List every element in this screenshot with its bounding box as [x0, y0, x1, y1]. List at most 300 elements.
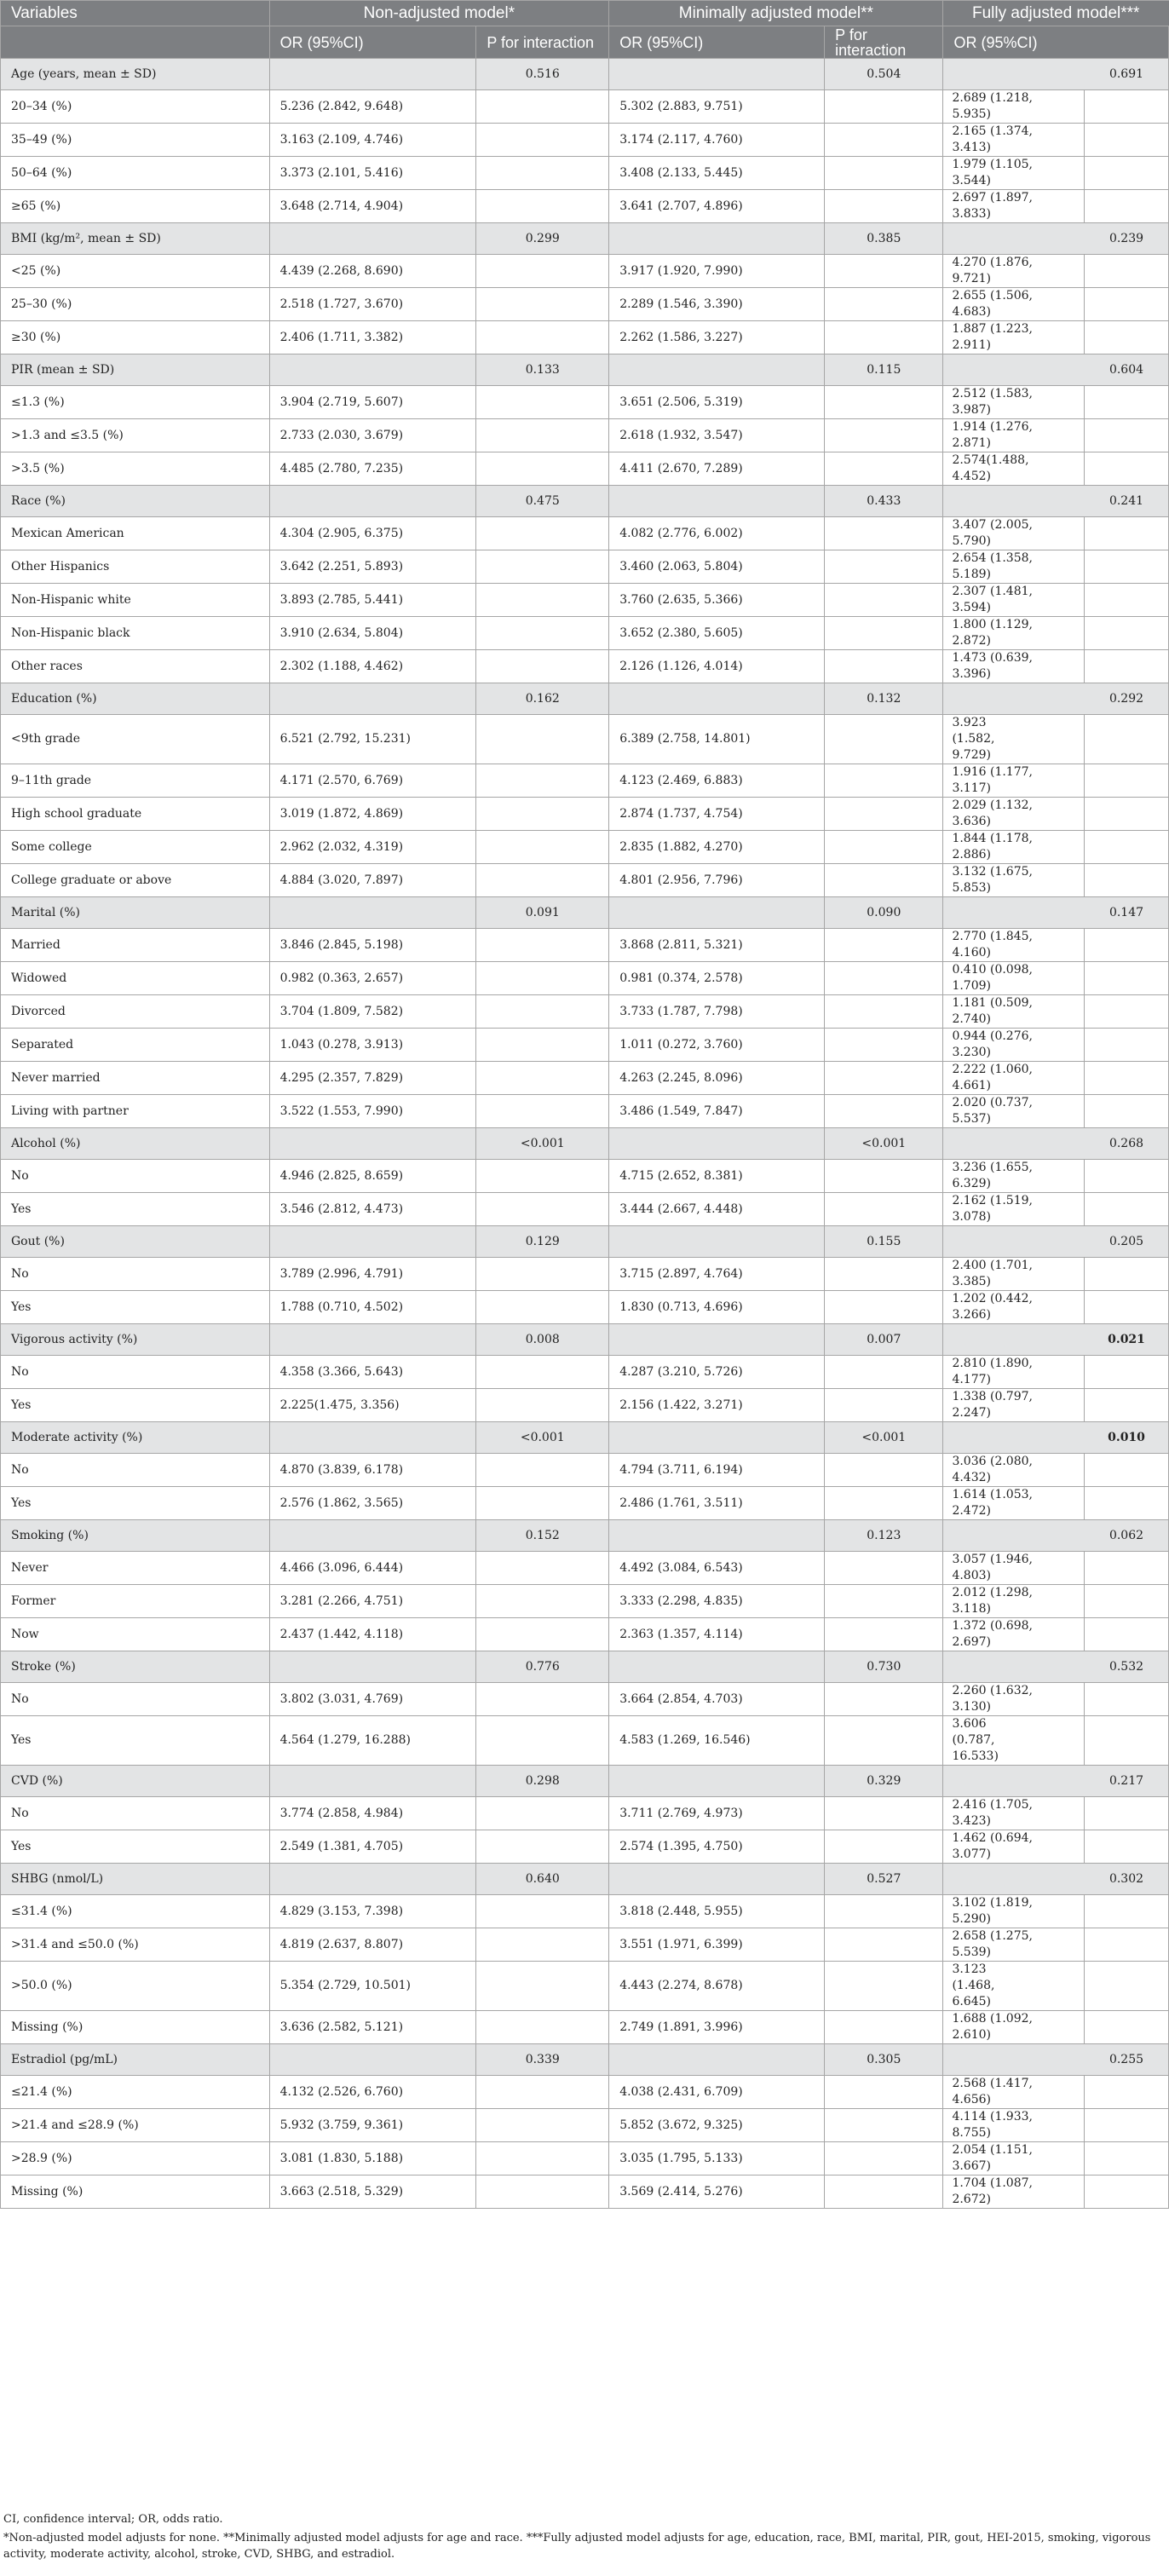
- or-value-1: 2.518 (1.727, 3.670): [269, 288, 476, 321]
- or-value-1: 4.485 (2.780, 7.235): [269, 452, 476, 486]
- p-blank-2: [825, 929, 943, 962]
- group-row: [1, 1864, 1169, 1895]
- table-row: [1, 2175, 1169, 2209]
- p-blank-2: [825, 764, 943, 798]
- p-blank-1: [476, 2011, 609, 2044]
- or-value-3-cell: [943, 1928, 1169, 1962]
- or-cell-3: [943, 223, 1169, 255]
- p-interaction-3: 0.239: [1109, 231, 1144, 245]
- or-value-1: 4.304 (2.905, 6.375): [269, 517, 476, 550]
- p-interaction-3: 0.217: [1109, 1773, 1144, 1788]
- p-interaction-2: 0.730: [825, 1651, 943, 1683]
- p-blank-1: [476, 1962, 609, 2011]
- or-value-1: 5.932 (3.759, 9.361): [269, 2109, 476, 2142]
- p-interaction-3: 0.255: [1109, 2052, 1144, 2066]
- or-value-2: 2.486 (1.761, 3.511): [609, 1487, 825, 1520]
- or-value-3-cell: [943, 798, 1169, 831]
- or-value-3-cell: [943, 831, 1169, 864]
- p-blank-2: [825, 617, 943, 650]
- table-row: [1, 1830, 1169, 1864]
- p-blank-3: [1084, 995, 1168, 1028]
- or-value-3: 2.655 (1.506, 4.683): [952, 289, 1033, 319]
- p-blank-3: [1084, 1356, 1168, 1388]
- or-value-1: 3.522 (1.553, 7.990): [269, 1095, 476, 1128]
- p-blank-2: [825, 1389, 943, 1422]
- row-label: 50–64 (%): [1, 157, 270, 190]
- p-interaction-3: 0.302: [1109, 1871, 1144, 1886]
- or-value-3: 1.614 (1.053, 2.472): [952, 1488, 1033, 1518]
- or-cell-3: [943, 1864, 1169, 1895]
- table-row: [1, 1291, 1169, 1324]
- or-value-1: 3.019 (1.872, 4.869): [269, 798, 476, 831]
- p-interaction-3: 0.062: [1109, 1528, 1144, 1542]
- or-value-3-cell: [943, 1797, 1169, 1830]
- or-value-1: 4.829 (3.153, 7.398): [269, 1895, 476, 1928]
- or-value-3: 2.222 (1.060, 4.661): [952, 1063, 1033, 1092]
- p-blank-1: [476, 962, 609, 995]
- p-blank-2: [825, 288, 943, 321]
- or-value-3: 2.012 (1.298, 3.118): [952, 1586, 1033, 1616]
- or-value-2: 3.460 (2.063, 5.804): [609, 550, 825, 584]
- p-blank-3: [1084, 764, 1168, 797]
- row-label: Never: [1, 1552, 270, 1585]
- header-fully-adjusted-or: [943, 1, 1169, 26]
- or-cell-3: [943, 1128, 1169, 1160]
- p-interaction-3: 0.147: [1109, 905, 1144, 919]
- or-value-3: 2.307 (1.481, 3.594): [952, 585, 1033, 614]
- or-cell-1: [269, 354, 476, 386]
- or-cell-2: [609, 486, 825, 517]
- p-interaction-3: 0.021: [1108, 1332, 1145, 1346]
- or-value-1: 5.236 (2.842, 9.648): [269, 90, 476, 124]
- p-blank-3: [1084, 715, 1168, 764]
- or-value-1: 2.225(1.475, 3.356): [269, 1389, 476, 1422]
- p-blank-3: [1084, 2175, 1168, 2208]
- p-blank-1: [476, 798, 609, 831]
- or-value-1: 3.663 (2.518, 5.329): [269, 2175, 476, 2209]
- row-label: 25–30 (%): [1, 288, 270, 321]
- group-row: [1, 1651, 1169, 1683]
- or-value-3: 3.102 (1.819, 5.290): [952, 1896, 1033, 1926]
- or-value-1: 3.789 (2.996, 4.791): [269, 1258, 476, 1291]
- group-label: Education (%): [1, 683, 270, 715]
- or-value-3-cell: [943, 1193, 1169, 1226]
- p-blank-3: [1084, 1291, 1168, 1323]
- table-row: [1, 962, 1169, 995]
- p-blank-3: [1084, 1160, 1168, 1192]
- p-blank-1: [476, 1454, 609, 1487]
- or-value-2: 3.035 (1.795, 5.133): [609, 2142, 825, 2175]
- p-blank-2: [825, 1552, 943, 1585]
- p-blank-1: [476, 1683, 609, 1716]
- p-interaction-2: <0.001: [825, 1422, 943, 1454]
- or-cell-2: [609, 1128, 825, 1160]
- p-blank-2: [825, 90, 943, 124]
- p-blank-2: [825, 1193, 943, 1226]
- row-label: ≤1.3 (%): [1, 386, 270, 419]
- p-blank-1: [476, 288, 609, 321]
- or-value-1: 3.642 (2.251, 5.893): [269, 550, 476, 584]
- or-cell-2: [609, 1324, 825, 1356]
- or-value-1: 2.576 (1.862, 3.565): [269, 1487, 476, 1520]
- or-value-2: 4.411 (2.670, 7.289): [609, 452, 825, 486]
- or-value-2: 1.011 (0.272, 3.760): [609, 1029, 825, 1062]
- or-value-1: 3.904 (2.719, 5.607): [269, 386, 476, 419]
- or-value-3: 1.800 (1.129, 2.872): [952, 618, 1033, 648]
- p-blank-2: [825, 1962, 943, 2011]
- p-blank-3: [1084, 2109, 1168, 2141]
- group-row: [1, 1766, 1169, 1797]
- p-blank-3: [1084, 452, 1168, 485]
- p-blank-2: [825, 1160, 943, 1193]
- or-value-2: 2.574 (1.395, 4.750): [609, 1830, 825, 1864]
- p-blank-3: [1084, 1895, 1168, 1928]
- p-interaction-3: 0.010: [1108, 1430, 1145, 1444]
- or-value-3: 2.260 (1.632, 3.130): [952, 1684, 1033, 1714]
- or-value-1: 3.704 (1.809, 7.582): [269, 995, 476, 1029]
- or-value-3: 3.036 (2.080, 4.432): [952, 1455, 1033, 1484]
- or-cell-1: [269, 1864, 476, 1895]
- or-value-1: 3.910 (2.634, 5.804): [269, 617, 476, 650]
- p-blank-3: [1084, 157, 1168, 189]
- group-label: Alcohol (%): [1, 1128, 270, 1160]
- or-value-1: 4.564 (1.279, 16.288): [269, 1716, 476, 1766]
- or-value-1: 4.132 (2.526, 6.760): [269, 2076, 476, 2109]
- or-value-3-cell: [943, 1830, 1169, 1864]
- p-blank-3: [1084, 929, 1168, 961]
- row-label: ≥30 (%): [1, 321, 270, 354]
- group-label: Vigorous activity (%): [1, 1324, 270, 1356]
- or-cell-1: [269, 897, 476, 929]
- or-value-2: 4.263 (2.245, 8.096): [609, 1062, 825, 1095]
- p-blank-3: [1084, 190, 1168, 222]
- p-blank-1: [476, 124, 609, 157]
- p-blank-1: [476, 1095, 609, 1128]
- table-row: [1, 617, 1169, 650]
- or-cell-1: [269, 223, 476, 255]
- p-blank-1: [476, 1552, 609, 1585]
- group-label: SHBG (nmol/L): [1, 1864, 270, 1895]
- table-row: [1, 1160, 1169, 1193]
- row-label: >28.9 (%): [1, 2142, 270, 2175]
- p-blank-1: [476, 2175, 609, 2209]
- row-label: Now: [1, 1618, 270, 1651]
- row-label: Living with partner: [1, 1095, 270, 1128]
- or-value-3-cell: [943, 1095, 1169, 1128]
- table-row: [1, 2109, 1169, 2142]
- row-label: Former: [1, 1585, 270, 1618]
- table-row: [1, 517, 1169, 550]
- p-interaction-2: 0.090: [825, 897, 943, 929]
- or-value-3: 1.914 (1.276, 2.871): [952, 420, 1033, 450]
- p-blank-1: [476, 995, 609, 1029]
- or-value-3-cell: [943, 715, 1169, 764]
- row-label: >3.5 (%): [1, 452, 270, 486]
- p-blank-2: [825, 2109, 943, 2142]
- or-value-3-cell: [943, 1389, 1169, 1422]
- group-label: CVD (%): [1, 1766, 270, 1797]
- or-value-2: 3.651 (2.506, 5.319): [609, 386, 825, 419]
- or-value-3-cell: [943, 1258, 1169, 1291]
- p-blank-2: [825, 995, 943, 1029]
- p-interaction-2: 0.115: [825, 354, 943, 386]
- or-value-3: 1.372 (0.698, 2.697): [952, 1619, 1033, 1649]
- footnotes: [3, 2511, 1162, 2565]
- or-value-2: 3.715 (2.897, 4.764): [609, 1258, 825, 1291]
- or-value-1: 4.358 (3.366, 5.643): [269, 1356, 476, 1389]
- p-blank-3: [1084, 124, 1168, 156]
- table-row: [1, 90, 1169, 124]
- or-cell-1: [269, 486, 476, 517]
- or-value-1: 2.549 (1.381, 4.705): [269, 1830, 476, 1864]
- group-label: BMI (kg/m², mean ± SD): [1, 223, 270, 255]
- or-value-1: 5.354 (2.729, 10.501): [269, 1962, 476, 2011]
- p-blank-1: [476, 1193, 609, 1226]
- row-label: High school graduate: [1, 798, 270, 831]
- table-row: [1, 255, 1169, 288]
- or-value-3-cell: [943, 1062, 1169, 1095]
- or-value-3-cell: [943, 1029, 1169, 1062]
- or-value-3: 2.400 (1.701, 3.385): [952, 1259, 1033, 1288]
- table-row: [1, 831, 1169, 864]
- row-label: Separated: [1, 1029, 270, 1062]
- p-blank-1: [476, 190, 609, 223]
- table-row: [1, 157, 1169, 190]
- p-blank-3: [1084, 419, 1168, 452]
- or-value-3-cell: [943, 962, 1169, 995]
- p-blank-1: [476, 1062, 609, 1095]
- p-interaction-1: 0.129: [476, 1226, 609, 1258]
- group-row: [1, 683, 1169, 715]
- group-label: Marital (%): [1, 897, 270, 929]
- p-blank-1: [476, 255, 609, 288]
- or-value-3: 4.114 (1.933, 8.755): [952, 2110, 1033, 2140]
- or-cell-2: [609, 1226, 825, 1258]
- p-interaction-3: 0.241: [1109, 493, 1144, 508]
- or-value-3: 2.029 (1.132, 3.636): [952, 798, 1033, 828]
- p-blank-3: [1084, 798, 1168, 830]
- or-value-3: 1.688 (1.092, 2.610): [952, 2012, 1033, 2042]
- p-blank-2: [825, 550, 943, 584]
- p-blank-2: [825, 452, 943, 486]
- or-value-3-cell: [943, 550, 1169, 584]
- p-blank-3: [1084, 1552, 1168, 1584]
- table-row: [1, 715, 1169, 764]
- or-value-1: 3.893 (2.785, 5.441): [269, 584, 476, 617]
- or-value-3-cell: [943, 2109, 1169, 2142]
- p-blank-3: [1084, 321, 1168, 354]
- p-interaction-2: 0.504: [825, 59, 943, 90]
- or-cell-1: [269, 1324, 476, 1356]
- row-label: ≥65 (%): [1, 190, 270, 223]
- row-label: 35–49 (%): [1, 124, 270, 157]
- or-value-3: 1.338 (0.797, 2.247): [952, 1390, 1033, 1420]
- or-value-3-cell: [943, 419, 1169, 452]
- or-cell-3: [943, 1766, 1169, 1797]
- or-cell-2: [609, 1651, 825, 1683]
- p-blank-3: [1084, 831, 1168, 863]
- p-blank-3: [1084, 1454, 1168, 1486]
- row-label: Yes: [1, 1291, 270, 1324]
- p-blank-1: [476, 419, 609, 452]
- p-interaction-3: 0.691: [1109, 66, 1144, 81]
- group-row: [1, 1226, 1169, 1258]
- table-row: [1, 1487, 1169, 1520]
- or-value-2: 4.801 (2.956, 7.796): [609, 864, 825, 897]
- or-value-3-cell: [943, 2175, 1169, 2209]
- or-value-2: 4.038 (2.431, 6.709): [609, 2076, 825, 2109]
- group-row: [1, 1324, 1169, 1356]
- p-blank-2: [825, 1928, 943, 1962]
- p-blank-1: [476, 2109, 609, 2142]
- or-cell-2: [609, 1766, 825, 1797]
- p-blank-1: [476, 1029, 609, 1062]
- or-value-3: 1.979 (1.105, 3.544): [952, 158, 1033, 187]
- p-interaction-3: 0.268: [1109, 1136, 1144, 1150]
- p-blank-2: [825, 1716, 943, 1766]
- p-blank-2: [825, 1895, 943, 1928]
- or-value-3-cell: [943, 2076, 1169, 2109]
- or-value-1: 2.733 (2.030, 3.679): [269, 419, 476, 452]
- row-label: Missing (%): [1, 2175, 270, 2209]
- or-value-3-cell: [943, 617, 1169, 650]
- or-cell-2: [609, 2044, 825, 2076]
- p-blank-1: [476, 617, 609, 650]
- or-value-3-cell: [943, 1716, 1169, 1766]
- row-label: ≤21.4 (%): [1, 2076, 270, 2109]
- or-value-2: 2.363 (1.357, 4.114): [609, 1618, 825, 1651]
- group-row: [1, 1128, 1169, 1160]
- or-cell-3: [943, 354, 1169, 386]
- or-value-3: 2.054 (1.151, 3.667): [952, 2143, 1033, 2173]
- p-blank-1: [476, 1928, 609, 1962]
- table-row: [1, 124, 1169, 157]
- p-interaction-2: 0.433: [825, 486, 943, 517]
- or-value-2: 4.082 (2.776, 6.002): [609, 517, 825, 550]
- p-blank-3: [1084, 617, 1168, 649]
- or-value-2: 3.917 (1.920, 7.990): [609, 255, 825, 288]
- p-interaction-1: 0.299: [476, 223, 609, 255]
- row-label: 9–11th grade: [1, 764, 270, 798]
- row-label: ≤31.4 (%): [1, 1895, 270, 1928]
- or-value-3-cell: [943, 1683, 1169, 1716]
- footnote-abbreviations: CI, confidence interval; OR, odds ratio.: [3, 2513, 223, 2526]
- group-row: [1, 354, 1169, 386]
- or-value-3-cell: [943, 2011, 1169, 2044]
- or-value-2: 3.868 (2.811, 5.321): [609, 929, 825, 962]
- p-interaction-1: 0.516: [476, 59, 609, 90]
- p-blank-2: [825, 1585, 943, 1618]
- p-blank-3: [1084, 1095, 1168, 1127]
- or-cell-2: [609, 354, 825, 386]
- p-blank-2: [825, 321, 943, 354]
- p-interaction-3: 0.604: [1109, 362, 1144, 377]
- p-blank-1: [476, 1830, 609, 1864]
- or-value-3: 2.697 (1.897, 3.833): [952, 191, 1033, 221]
- p-blank-3: [1084, 1062, 1168, 1094]
- or-value-1: 3.636 (2.582, 5.121): [269, 2011, 476, 2044]
- group-row: [1, 1422, 1169, 1454]
- table-row: [1, 1389, 1169, 1422]
- or-value-1: 4.870 (3.839, 6.178): [269, 1454, 476, 1487]
- or-value-2: 4.287 (3.210, 5.726): [609, 1356, 825, 1389]
- or-value-3: 3.132 (1.675, 5.853): [952, 865, 1033, 895]
- or-value-3: 3.123 (1.468, 6.645): [952, 1962, 995, 2008]
- or-value-2: 3.569 (2.414, 5.276): [609, 2175, 825, 2209]
- or-value-1: 1.043 (0.278, 3.913): [269, 1029, 476, 1062]
- or-value-2: 2.749 (1.891, 3.996): [609, 2011, 825, 2044]
- p-interaction-2: 0.527: [825, 1864, 943, 1895]
- or-value-3-cell: [943, 650, 1169, 683]
- p-blank-3: [1084, 550, 1168, 583]
- or-cell-3: [943, 1324, 1169, 1356]
- or-cell-3: [943, 1226, 1169, 1258]
- p-blank-1: [476, 2076, 609, 2109]
- p-blank-2: [825, 517, 943, 550]
- p-interaction-1: 0.162: [476, 683, 609, 715]
- p-blank-1: [476, 1356, 609, 1389]
- row-label: Missing (%): [1, 2011, 270, 2044]
- p-blank-3: [1084, 288, 1168, 320]
- p-interaction-1: 0.339: [476, 2044, 609, 2076]
- or-value-1: 2.437 (1.442, 4.118): [269, 1618, 476, 1651]
- table-row: [1, 2142, 1169, 2175]
- table-row: [1, 190, 1169, 223]
- or-value-3: 3.057 (1.946, 4.803): [952, 1553, 1033, 1582]
- p-blank-1: [476, 386, 609, 419]
- p-blank-3: [1084, 1716, 1168, 1765]
- or-value-1: 2.406 (1.711, 3.382): [269, 321, 476, 354]
- p-blank-2: [825, 255, 943, 288]
- p-blank-1: [476, 1716, 609, 1766]
- p-blank-3: [1084, 1830, 1168, 1863]
- header-blank: [1, 26, 270, 59]
- p-interaction-2: 0.007: [825, 1324, 943, 1356]
- header-minimally-adjusted: Minimally adjusted model**: [609, 1, 943, 26]
- or-value-3: 1.887 (1.223, 2.911): [952, 322, 1033, 352]
- group-row: [1, 897, 1169, 929]
- table-row: [1, 584, 1169, 617]
- p-interaction-3: 0.292: [1109, 691, 1144, 706]
- row-label: No: [1, 1258, 270, 1291]
- row-label: Yes: [1, 1487, 270, 1520]
- or-value-1: 3.802 (3.031, 4.769): [269, 1683, 476, 1716]
- or-cell-2: [609, 59, 825, 90]
- p-blank-2: [825, 386, 943, 419]
- group-row: [1, 2044, 1169, 2076]
- table-row: [1, 1356, 1169, 1389]
- row-label: No: [1, 1797, 270, 1830]
- p-blank-3: [1084, 2011, 1168, 2043]
- row-label: <9th grade: [1, 715, 270, 764]
- or-value-1: 4.439 (2.268, 8.690): [269, 255, 476, 288]
- p-interaction-1: <0.001: [476, 1422, 609, 1454]
- p-blank-1: [476, 1258, 609, 1291]
- row-label: Mexican American: [1, 517, 270, 550]
- or-cell-3: [943, 897, 1169, 929]
- or-value-3-cell: [943, 864, 1169, 897]
- or-value-3-cell: [943, 452, 1169, 486]
- or-value-1: 6.521 (2.792, 15.231): [269, 715, 476, 764]
- p-blank-3: [1084, 1928, 1168, 1961]
- header-fully-adjusted: Fully adjusted model***: [972, 3, 1140, 22]
- or-value-2: 3.551 (1.971, 6.399): [609, 1928, 825, 1962]
- p-blank-3: [1084, 90, 1168, 123]
- or-value-3-cell: [943, 90, 1169, 124]
- or-value-2: 2.289 (1.546, 3.390): [609, 288, 825, 321]
- or-cell-2: [609, 683, 825, 715]
- p-blank-2: [825, 584, 943, 617]
